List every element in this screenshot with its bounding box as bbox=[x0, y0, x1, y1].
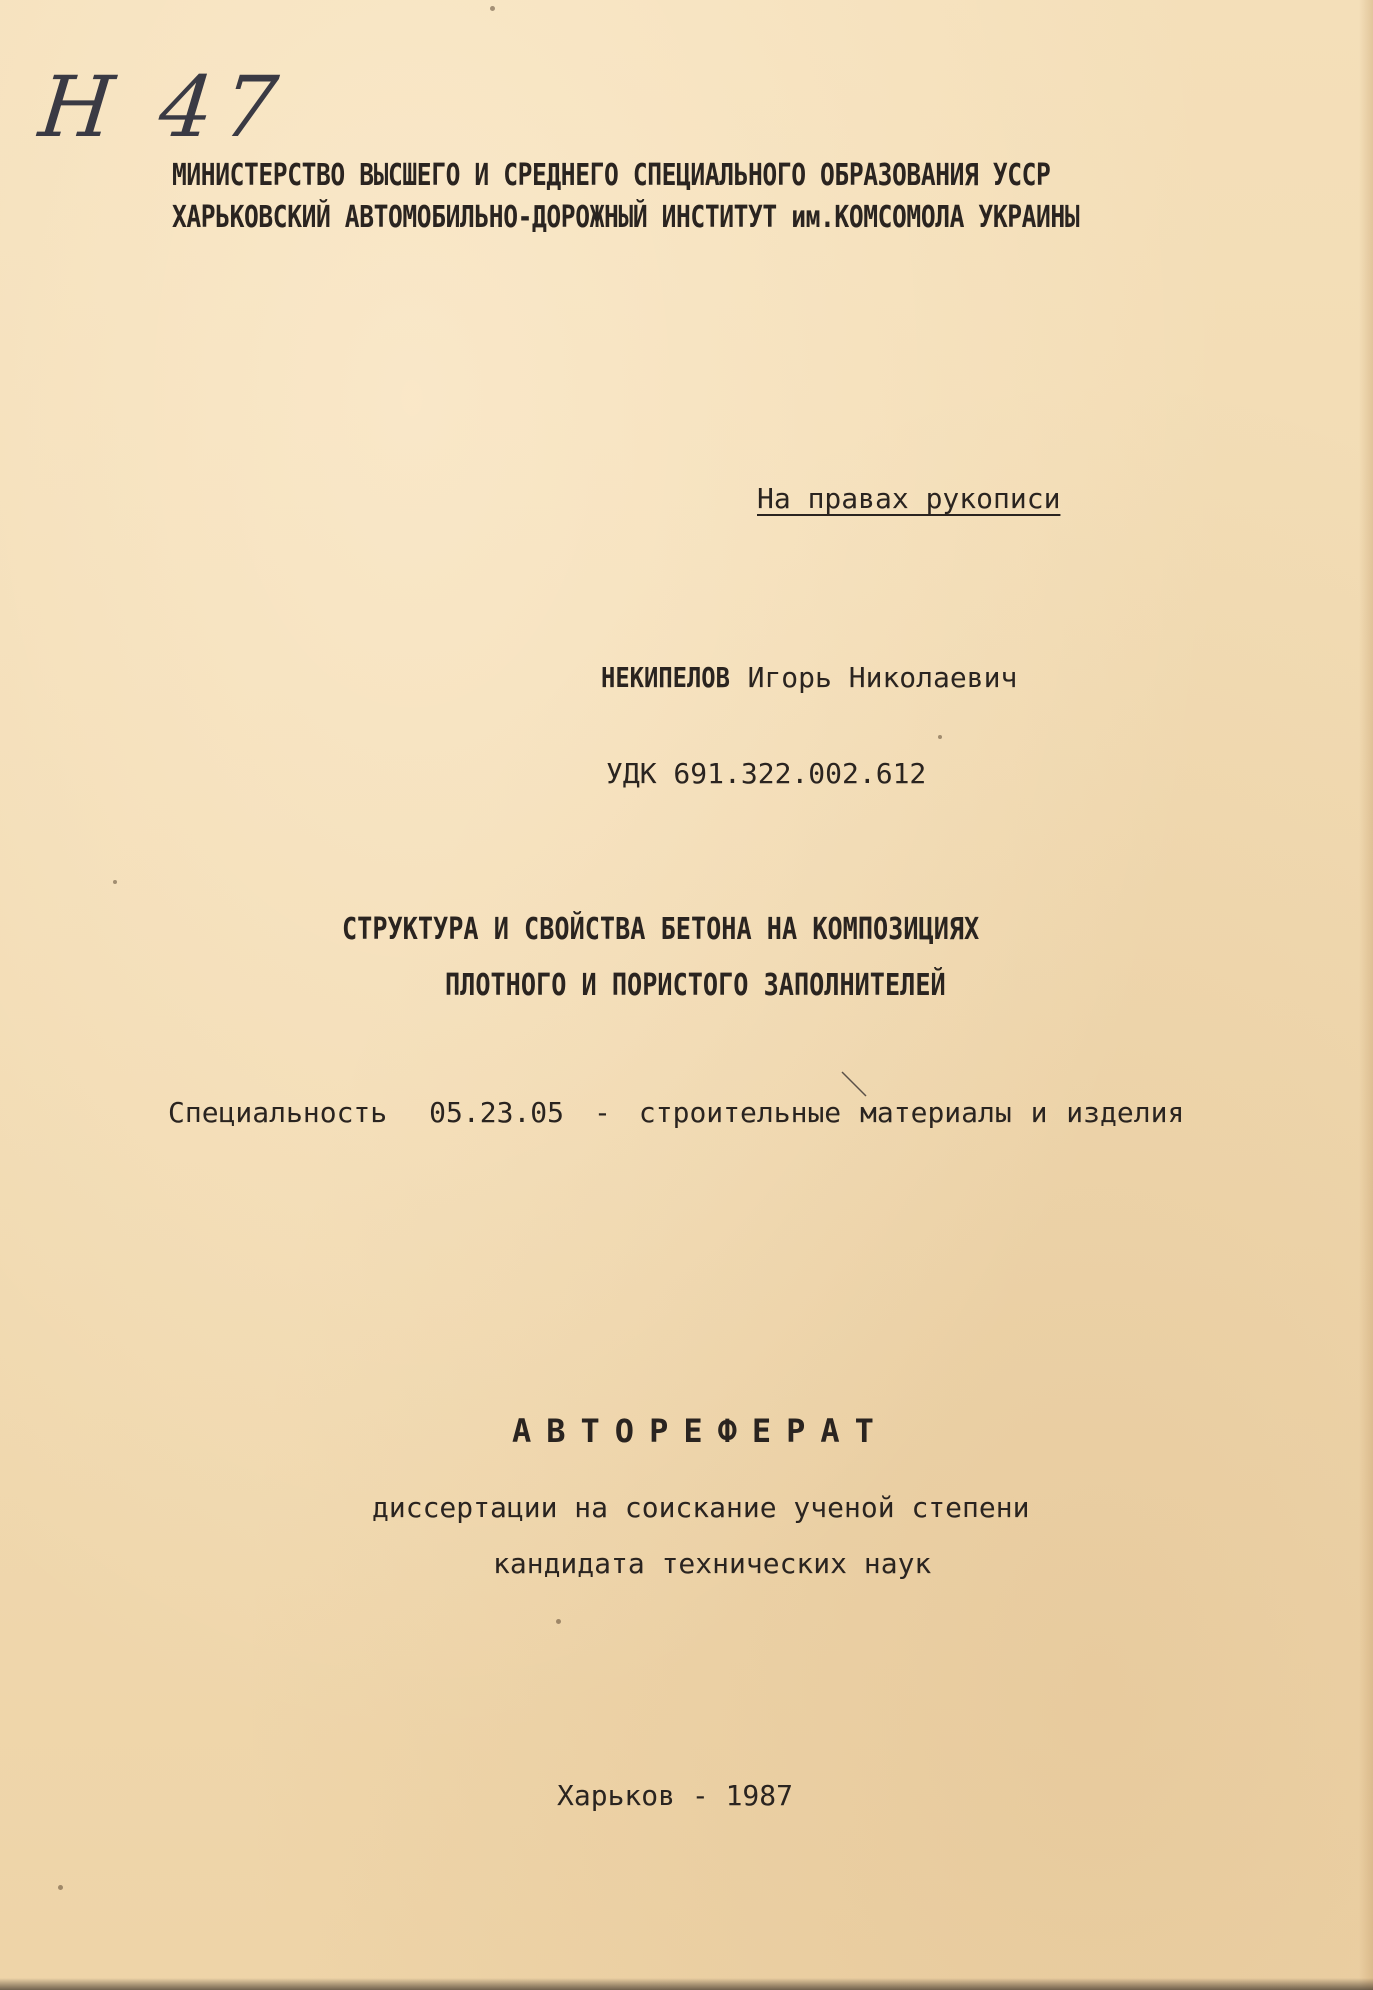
paper-speck bbox=[938, 735, 942, 739]
paper-speck bbox=[113, 880, 117, 884]
handwritten-catalog-mark: Н 47 bbox=[34, 58, 292, 156]
author-given-names: Игорь Николаевич bbox=[747, 661, 1018, 694]
dissertation-line-1: диссертации на соискание ученой степени bbox=[372, 1491, 1030, 1524]
specialty-name: строительные материалы и изделия bbox=[638, 1096, 1185, 1129]
dissertation-line-2: кандидата технических наук bbox=[493, 1547, 932, 1580]
specialty-code: 05.23.05 bbox=[429, 1096, 565, 1129]
institute-line-2: ХАРЬКОВСКИЙ АВТОМОБИЛЬНО-ДОРОЖНЫЙ ИНСТИТУТ им.КОМСОМОЛА УКРАИНЫ bbox=[172, 200, 1080, 235]
paper-speck bbox=[58, 1885, 63, 1890]
specialty-dash: - bbox=[594, 1096, 611, 1129]
paper-speck bbox=[490, 6, 495, 11]
udk-code: УДК 691.322.002.612 bbox=[606, 757, 927, 790]
abstract-heading: АВТОРЕФЕРАТ bbox=[512, 1412, 889, 1450]
paper-speck bbox=[556, 1619, 561, 1624]
title-line-1: СТРУКТУРА И СВОЙСТВА БЕТОНА НА КОМПОЗИЦИЯХ bbox=[342, 912, 980, 947]
pen-stroke-mark bbox=[840, 1070, 870, 1100]
rights-note: На правах рукописи bbox=[757, 482, 1061, 515]
author-surname: НЕКИПЕЛОВ bbox=[601, 661, 730, 694]
page-bottom-edge bbox=[0, 1978, 1373, 1990]
city-year: Харьков - 1987 bbox=[557, 1779, 794, 1812]
ministry-line-1: МИНИСТЕРСТВО ВЫСШЕГО И СРЕДНЕГО СПЕЦИАЛЬНОГО ОБРАЗОВАНИЯ УССР bbox=[172, 158, 1051, 193]
author-name bbox=[601, 661, 1017, 694]
title-line-2: ПЛОТНОГО И ПОРИСТОГО ЗАПОЛНИТЕЛЕЙ bbox=[445, 968, 946, 1003]
page-edge-shadow bbox=[1359, 0, 1373, 1990]
specialty-label: Специальность bbox=[168, 1096, 388, 1129]
specialty-line bbox=[168, 1096, 1184, 1129]
